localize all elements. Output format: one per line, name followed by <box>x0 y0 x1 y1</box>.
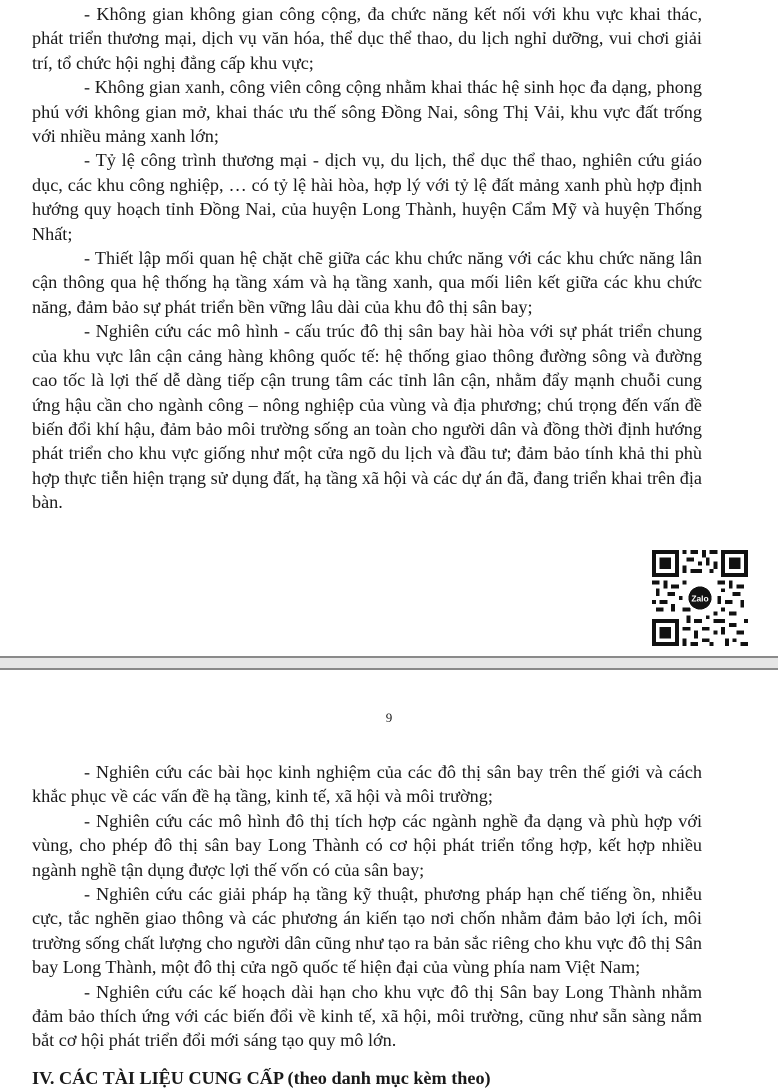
lower-text-block <box>32 760 702 1053</box>
paragraph: - Thiết lập mối quan hệ chặt chẽ giữa các khu chức năng với các khu chức năng lân cận thông qua hệ thống hạ tầng xám và hạ tầng xanh, qua mối liên kết giữa các khu chức năng, đảm bảo sự phát triển bền vững lâu dài của khu đô thị sân bay; <box>32 248 702 317</box>
paragraph: - Nghiên cứu các bài học kinh nghiệm của các đô thị sân bay trên thế giới và cách khắc phục về các vấn đề hạ tầng, kinh tế, xã hội và môi trường; <box>32 762 702 807</box>
qr-logo-text: Zalo <box>691 593 709 604</box>
page-separator <box>0 656 778 670</box>
paragraph: - Không gian không gian công cộng, đa chức năng kết nối với khu vực khai thác, phát triển thương mại, dịch vụ văn hóa, thể dục thể thao, du lịch nghỉ dưỡng, vui chơi giải trí, tổ chức hội nghị đẳng cấp khu vực; <box>32 4 702 73</box>
qr-code-icon[interactable] <box>652 550 748 646</box>
paragraph: - Nghiên cứu các giải pháp hạ tầng kỹ thuật, phương pháp hạn chế tiếng ồn, nhiễu cực, tắc nghẽn giao thông và các phương án kiến tạo nơi chốn nhằm đảm bảo lợi ích, môi trường sống chất lượng cho người dân cũng như tạo ra bản sắc riêng cho khu vực đô thị Sân bay Long Thành, một đô thị cửa ngõ quốc tế hiện đại của vùng phía nam Việt Nam; <box>32 884 702 978</box>
paragraph: - Không gian xanh, công viên công cộng nhằm khai thác hệ sinh học đa dạng, phong phú với không gian mở, khai thác ưu thế sông Đồng Nai, sông Thị Vải, khu vực đất trống với nhiều mảng xanh lớn; <box>32 77 702 147</box>
paragraph: - Nghiên cứu các mô hình đô thị tích hợp các ngành nghề đa dạng và phù hợp với vùng, cho phép đô thị sân bay Long Thành có cơ hội phát triển tổng hợp, kết hợp nhiều ngành nghề tận dụng được lợi thế vốn có của sân bay; <box>32 810 702 880</box>
paragraph: - Nghiên cứu các mô hình - cấu trúc đô thị sân bay hài hòa với sự phát triển chung của khu vực lân cận cảng hàng không quốc tế: hệ thống giao thông đường sông và đường cao tốc là lợi thế dễ dàng tiếp cận trung tâm các tỉnh lân cận, nhằm đẩy mạnh chuỗi cung ứng hậu cần cho ngành công – nông nghiệp của vùng và địa phương; chú trọng đến vấn đề biến đổi khí hậu, đảm bảo môi trường sống an toàn cho người dân và đồng thời định hướng phát triển cho khu vực giống như một cửa ngõ du lịch và đầu tư; đảm bảo tính khả thi phù hợp thực tiễn hiện trạng sử dụng đất, hạ tầng xã hội và các dự án đã, đang triển khai trên địa bàn. <box>32 321 702 513</box>
paragraph: - Tỷ lệ công trình thương mại - dịch vụ, du lịch, thể dục thể thao, nghiên cứu giáo dục, các khu công nghiệp, … có tỷ lệ hài hòa, hợp lý với tỷ lệ đất mảng xanh phù hợp định hướng quy hoạch tỉnh Đồng Nai, của huyện Long Thành, huyện Cẩm Mỹ và huyện Thống Nhất; <box>32 150 702 244</box>
paragraph: - Nghiên cứu các kế hoạch dài hạn cho khu vực đô thị Sân bay Long Thành nhằm đảm bảo thích ứng với các biến đổi về kinh tế, xã hội, môi trường, cũng như sẵn sàng nắm bắt cơ hội phát triển đổi mới sáng tạo quy mô lớn. <box>32 981 702 1051</box>
page-number: 9 <box>385 710 393 725</box>
section-heading: IV. CÁC TÀI LIỆU CUNG CẤP (theo danh mục kèm theo) <box>32 1068 491 1088</box>
upper-text-block <box>32 2 702 515</box>
